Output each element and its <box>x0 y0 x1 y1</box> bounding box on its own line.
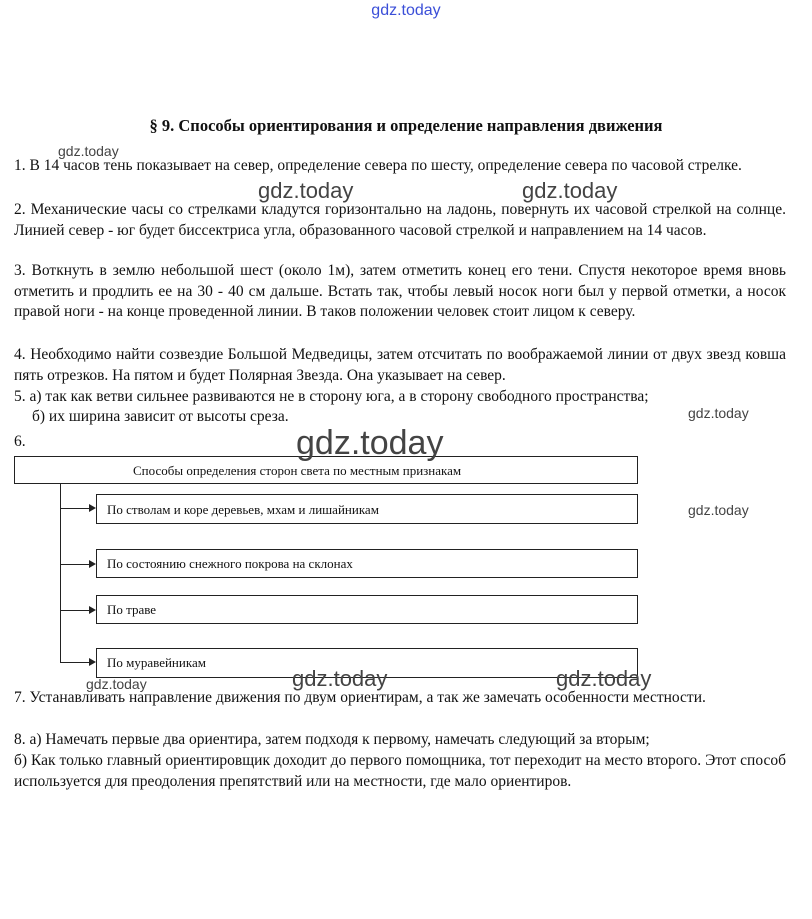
paragraph-2: 2. Механические часы со стрелками кладутся горизонтально на ладонь, повернуть их часовой стрелкой на солнце. Линией север - юг будет биссектриса угла, образованного часовой стрелкой и направлением на 14 часов. <box>14 201 786 239</box>
diagram-connector-3 <box>60 610 90 611</box>
watermark: gdz.today <box>522 178 618 203</box>
paragraph-4: 4. Необходимо найти созвездие Большой Медведицы, затем отсчитать по воображаемой линии от двух звезд ковша пять отрезков. На пятом и будет Полярная Звезда. Она указывает на север. <box>14 346 786 384</box>
watermark: gdz.today <box>296 424 444 462</box>
diagram-item-text: По состоянию снежного покрова на склонах <box>107 556 353 571</box>
diagram-item-text: По траве <box>107 602 157 617</box>
diagram-connector-4 <box>60 662 90 663</box>
paragraph-1: 1. В 14 часов тень показывает на север, определение севера по шесту, определение севера по часовой стрелке. <box>14 157 742 174</box>
watermark: gdz.today <box>58 143 119 159</box>
diagram-connector-1 <box>60 508 90 509</box>
paragraph-8a: 8. а) Намечать первые два ориентира, затем подходя к первому, намечать следующий за вторым; <box>14 731 650 748</box>
diagram-connector-vertical <box>60 484 61 662</box>
paragraph-8b: б) Как только главный ориентировщик доходит до первого помощника, тот переходит на место второго. Этот способ используется для преодоления препятствий или на местности, где мало ориентиров. <box>14 752 786 790</box>
watermark: gdz.today <box>688 502 749 518</box>
arrow-right-icon <box>89 606 96 614</box>
diagram-header-text: Способы определения сторон света по местным признакам <box>133 463 462 478</box>
diagram-item-text: По стволам и коре деревьев, мхам и лишайникам <box>107 502 379 517</box>
watermark: gdz.today <box>86 676 147 692</box>
paragraph-5a: 5. а) так как ветви сильнее развиваются не в сторону юга, а в сторону свободного пространства; <box>14 388 649 405</box>
watermark: gdz.today <box>688 405 749 421</box>
arrow-right-icon <box>89 560 96 568</box>
watermark: gdz.today <box>258 178 354 203</box>
watermark: gdz.today <box>292 666 388 691</box>
diagram-item-box <box>96 549 638 578</box>
page-title: § 9. Способы ориентирования и определение направления движения <box>149 116 663 135</box>
watermark: gdz.today <box>556 666 652 691</box>
paragraph-6: 6. <box>14 433 26 450</box>
diagram-item-box <box>96 494 638 524</box>
site-label: gdz.today <box>371 2 441 19</box>
paragraph-7: 7. Устанавливать направление движения по двум ориентирам, а так же замечать особенности местности. <box>14 689 706 706</box>
diagram-item-box <box>96 595 638 624</box>
diagram-item-text: По муравейникам <box>107 655 206 670</box>
paragraph-5b: б) их ширина зависит от высоты среза. <box>32 408 289 425</box>
paragraph-3: 3. Воткнуть в землю небольшой шест (около 1м), затем отметить конец его тени. Спустя некоторое время вновь отметить и продлить ее на 30 - 40 см дальше. Встать так, чтобы левый носок ноги был у первой отметки, а носок правой ноги - на конце проведенной линии. В таков положении человек стоит лицом к северу. <box>14 262 786 320</box>
arrow-right-icon <box>89 658 96 666</box>
arrow-right-icon <box>89 504 96 512</box>
diagram-connector-2 <box>60 564 90 565</box>
